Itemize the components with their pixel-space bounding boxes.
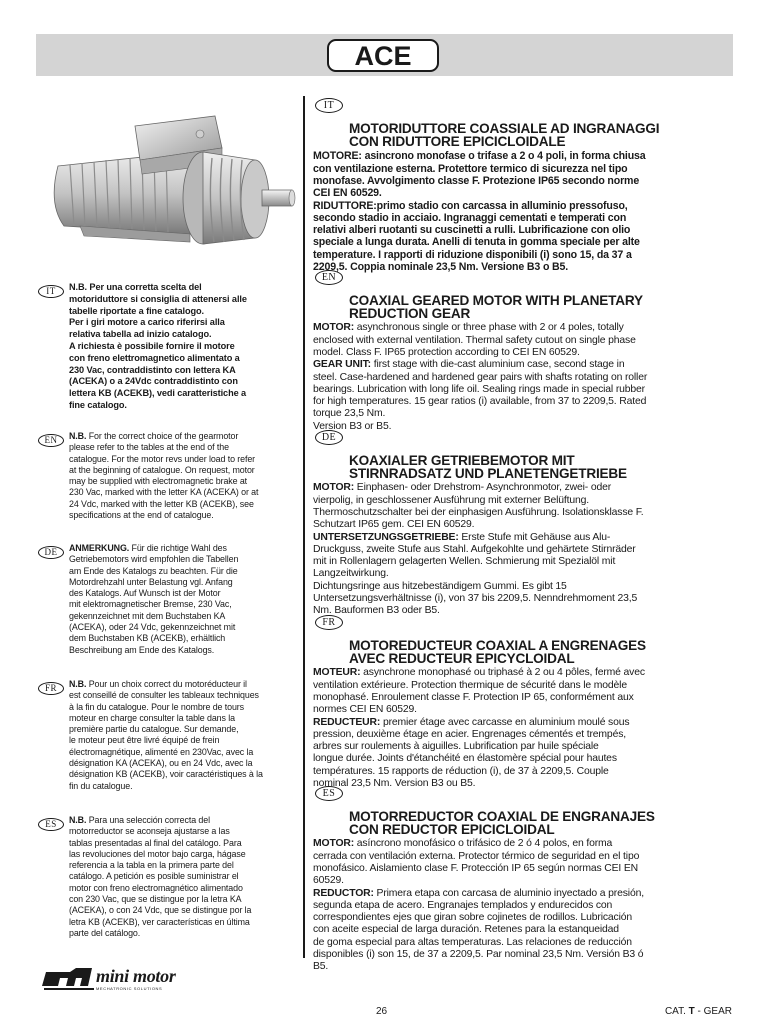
section-fr-text-gear: premier étage avec carcasse en aluminium moulé sous pression, deuxième étage en acier. Engrenages cémentés et trempés, arbres sur roulements à aiguilles. Lubrification par huile spéciale longue durée. Joints d'étanchéité en élastomère spécial pour hautes températures. 15 rapports de réduction (i), de 37 à 2209,5. Couple nominal 23,5 Nm. Version B3 ou B5. [313,716,630,790]
note-it [38,282,300,412]
note-en-text-block [69,431,300,521]
section-fr-title-row [313,615,733,665]
section-es-text-gear: Primera etapa con carcasa de aluminio inyectado a presión, segunda etapa de acero. Engranajes templados y endurecidos con correspondientes ejes que giran sobre cojinetes de rodillos. Lubricación con aceite especial de larga duración. Retenes para la estanqueidad de goma especial para altas temperaturas. Las relaciones de reducción disponibles (i) son 15, de 37 a 2209,5. Par nominal 23,5 Nm. Versión B3 ó B5. [313,887,644,973]
section-fr-label-gear: REDUCTEUR: [313,716,381,728]
section-it [313,98,733,273]
note-en [38,431,300,521]
section-en [313,270,733,433]
catalog-prefix: CAT. [664,1006,686,1017]
note-fr-text: Pour un choix correct du motoréducteur il est conseillé de consulter les tableaux techniques à la fin du catalogue. Pour le nombre de tours moteur en charge consulter la table dans la première partie du catalogue. Sur demande, le moteur peut être livré équipé de frein électromagnétique, alimenté en 230Vac, avec la désignation KA (ACEKA), ou en 24 Vdc, avec la désignation KB (ACEKB), voir caractéristiques à la fin du catalogue. [69,679,263,791]
section-it-badge: IT [315,98,343,113]
section-fr [313,615,733,790]
note-es-text-block [69,815,300,939]
section-es-badge: ES [315,786,343,801]
catalog-letter: T [688,1006,695,1017]
note-fr-lead: N.B. [69,679,87,689]
section-de-badge: DE [315,430,343,445]
logo-wordmark: mini motor [96,966,176,986]
note-fr-text-block [69,679,300,792]
note-es-text: Para una selección correcta del motorreductor se aconseja ajustarse a las tablas presentadas al final del catálogo. Para las revoluciones del motor bajo carga, hágase referencia a la tabla en la primera parte del catálogo. A petición es posible suministrar el motor con freno electromagnético alimentado con 230 Vac, que se distingue por la letra KA (ACEKA), o con 24 Vdc, que se distingue por la letra KB (ACEKB), ver características en última parte del catálogo. [69,815,252,938]
section-es-title: MOTORREDUCTOR COAXIAL DE ENGRANAJES CON REDUCTOR EPICICLOIDAL [349,809,655,837]
note-es-lead: N.B. [69,815,87,825]
section-de-label-motor: MOTOR: [313,482,355,494]
section-fr-title: MOTOREDUCTEUR COAXIAL A ENGRENAGES AVEC REDUCTEUR EPICYCLOIDAL [349,638,646,666]
section-de [313,430,733,618]
section-en-label-gear: GEAR UNIT: [313,359,371,371]
lang-badge-fr: FR [38,682,64,695]
note-de-lead: ANMERKUNG. [69,543,130,553]
section-en-title-row [313,270,733,320]
section-it-title: MOTORIDUTTORE COASSIALE AD INGRANAGGI CON RIDUTTORE EPICICLOIDALE [349,121,660,149]
note-de-text-block [69,543,300,656]
lang-badge-it: IT [38,285,64,298]
page-title: ACE [327,39,439,72]
section-de-text-motor: Einphasen- oder Drehstrom- Asynchronmotor, zwei- oder vierpolig, in geschlossener Ausführung mit externer Belüftung. Thermoschutzschalter bei der einphasigen Ausführung. Isolationsklasse F. Schutzart IP65 gem. CEI EN 60529. [313,482,644,531]
section-en-text-gear: first stage with die-cast aluminium case, second stage in steel. Case-hardened and hardened gear pairs with shafts rotating on roller bearings. Lubrication with long life oil. Sealing rings made in special rubber for high temperatures. 15 gear ratios (i) available, from 37 to 2209,5. Rated torque 23,5 Nm. Version B3 or B5. [313,359,648,432]
section-es-label-gear: REDUCTOR: [313,887,374,899]
catalog-label [665,1006,732,1017]
section-en-title: COAXIAL GEARED MOTOR WITH PLANETARY REDUCTION GEAR [349,293,643,321]
section-es-title-row [313,786,733,836]
section-es-label-motor: MOTOR: [313,838,355,850]
section-en-body [313,322,733,433]
gearmotor-photo [40,108,302,278]
note-es [38,815,300,939]
catalog-suffix: - GEAR [697,1006,732,1017]
note-de [38,543,300,656]
section-en-badge: EN [315,270,343,285]
section-de-title: KOAXIALER GETRIEBEMOTOR MIT STIRNRADSATZ UND PLANETENGETRIEBE [349,453,627,481]
note-it-text: N.B. Per una corretta scelta del motoriduttore si consiglia di attenersi alle tabelle riportate a fine catalogo. Per i giri motore a carico riferirsi alla relativa tabella ad inizio catalogo. A richiesta è possibile fornire il motore con freno elettromagnetico alimentato a 230 Vac, contraddistinto con lettera KA (ACEKA) o a 24Vdc contraddistinto con lettera KB (ACEKB), vedi caratteristiche a fine catalogo. [69,282,247,410]
section-fr-badge: FR [315,615,343,630]
section-es [313,786,733,974]
page-number: 26 [376,1006,388,1017]
section-de-text-gear: Erste Stufe mit Gehäuse aus Alu- Druckguss, zweite Stufe aus Stahl. Aufgekohlte und gehärtete Stirnräder mit in Rollenlagern gelagerten Wellen. Schmierung mit Spezialöl mit Langzeitwirkung. Dichtungsringe aus hitzebeständigem Gummi. Es gibt 15 Untersetzungsverhältnisse (i), von 37 bis 2209,5. Nenndrehmoment 23,5 Nm. Bauformen B3 oder B5. [313,531,638,617]
note-fr [38,679,300,792]
lang-badge-en: EN [38,434,64,447]
section-de-body [313,482,733,617]
lang-badge-es: ES [38,818,64,831]
section-es-body [313,838,733,973]
section-it-body: MOTORE: asincrono monofase o trifase a 2 o 4 poli, in forma chiusa con ventilazione esterna. Protettore termico di sicurezza nel tipo monofase. Avvolgimento classe F. Protezione IP65 secondo norme CEI EN 60529. RIDUTTORE:primo stadio con carcassa in alluminio pressofuso, secondo stadio in acciaio. Ingranaggi cementati e temperati con relativi alberi ruotanti su cuscinetti a rulli. Lubrificazione con olio speciale a lunga durata. Anelli di tenuta in gomma speciale per alte temperature. I rapporti di riduzione disponibili (i) sono 15, da 37 a 2209,5. Coppia nominale 23,5 Nm. Versione B3 o B5. [313,150,646,274]
column-divider [303,96,305,958]
section-de-label-gear: UNTERSETZUNGSGETRIEBE: [313,531,459,543]
section-de-title-row [313,430,733,480]
note-en-text: For the correct choice of the gearmotor please refer to the tables at the end of the catalogue. For the motor revs under load to refer at the beginning of catalogue. On request, motor may be supplied with electromagnetic brake at 230 Vac, marked with the letter KA (ACEKA) or at 24 Vdc, marked with the letter KB (ACEKB), see specifications at the end of catalogue. [69,431,259,521]
section-es-text-motor: asíncrono monofásico o trifásico de 2 ó 4 polos, en forma cerrada con ventilación externa. Protector térmico de seguridad en el tipo monofásico. Aislamiento clase F. Protección IP 65 según normas CEI EN 60529. [313,838,640,887]
note-de-text: Für die richtige Wahl des Getriebemotors wird empfohlen die Tabellen am Ende des Katalogs zu beachten. Für die Motordrehzahl unter Belastung vgl. Anfang des Katalogs. Auf Wunsch ist der Motor mit elektromagnetischer Bremse, 230 Vac, gekennzeichnet mit dem Buchstaben KA (ACEKA), oder 24 Vdc, gekennzeichnet mit dem Buchstaben KB (ACEKB), erhältlich Beschreibung am Ende des Katalogs. [69,543,239,655]
lang-badge-de: DE [38,546,64,559]
logo-tagline: MECHATRONIC SOLUTIONS [96,986,163,991]
section-en-label-motor: MOTOR: [313,322,355,334]
section-fr-text-motor: asynchrone monophasé ou triphasé à 2 ou 4 pôles, fermé avec ventilation extérieure. Protection thermique de sécurité dans le modèle monophasé. Enroulement classe F. Protection IP 65, conformément aux normes CEI EN 60529. [313,667,645,716]
section-fr-label-motor: MOTEUR: [313,667,361,679]
section-fr-body [313,667,733,790]
section-en-text-motor: asynchronous single or three phase with 2 or 4 poles, totally enclosed with external ventilation. Thermal safety cutout on single phase model. Class F. IP65 protection according to CEI EN 60529. [313,322,636,358]
section-it-title-row [313,98,733,148]
note-en-lead: N.B. [69,431,87,441]
